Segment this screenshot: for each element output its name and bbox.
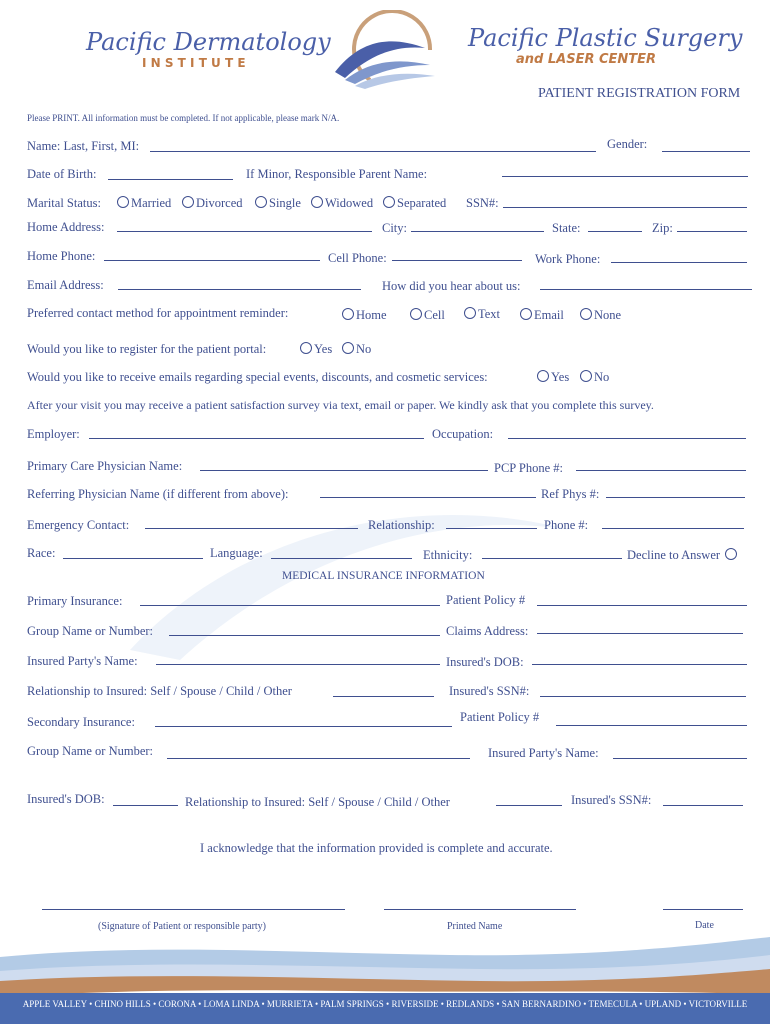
emails-question-label: Would you like to receive emails regarding special events, discounts, and cosmetic services:	[27, 370, 488, 384]
work-phone-label: Work Phone:	[535, 252, 601, 266]
zip-field[interactable]	[677, 231, 747, 232]
date-label: Date	[695, 920, 714, 931]
referring-field[interactable]	[320, 497, 536, 498]
marital-option-widowed[interactable]: Widowed	[311, 196, 373, 211]
radio-emails-no[interactable]	[580, 370, 592, 382]
marital-option-divorced[interactable]: Divorced	[182, 196, 243, 211]
contact-option-text[interactable]: Text	[464, 307, 500, 322]
race-field[interactable]	[63, 558, 203, 559]
minor-parent-label: If Minor, Responsible Parent Name:	[246, 167, 428, 181]
relationship-insured-1-field[interactable]	[333, 696, 434, 697]
logo-icon	[330, 10, 440, 90]
acknowledge-text: I acknowledge that the information provided is complete and accurate.	[200, 841, 553, 855]
insured-ssn-2-label: Insured's SSN#:	[571, 793, 652, 807]
insured-name-1-label: Insured Party's Name:	[27, 654, 138, 668]
radio-single[interactable]	[255, 196, 267, 208]
patient-policy-1-field[interactable]	[537, 605, 747, 606]
referring-label: Referring Physician Name (if different from above):	[27, 487, 289, 501]
pcp-name-label: Primary Care Physician Name:	[27, 459, 183, 473]
patient-policy-2-label: Patient Policy #	[460, 710, 540, 724]
radio-none[interactable]	[580, 308, 592, 320]
insured-name-2-field[interactable]	[613, 758, 747, 759]
patient-policy-1-label: Patient Policy #	[446, 593, 526, 607]
home-phone-field[interactable]	[104, 260, 320, 261]
radio-widowed[interactable]	[311, 196, 323, 208]
relationship-insured-2-field[interactable]	[496, 805, 562, 806]
employer-label: Employer:	[27, 427, 80, 441]
insured-dob-1-field[interactable]	[532, 664, 747, 665]
insured-dob-2-field[interactable]	[113, 805, 178, 806]
work-phone-field[interactable]	[611, 262, 747, 263]
emergency-label: Emergency Contact:	[27, 518, 130, 532]
brand-left-subtitle: I N S T I T U T E	[142, 56, 246, 70]
relationship-label: Relationship:	[368, 518, 435, 532]
signature-field[interactable]	[42, 909, 345, 910]
name-label: Name: Last, First, MI:	[27, 139, 140, 153]
secondary-insurance-label: Secondary Insurance:	[27, 715, 135, 729]
radio-married[interactable]	[117, 196, 129, 208]
insured-name-2-label: Insured Party's Name:	[488, 746, 599, 760]
city-field[interactable]	[411, 231, 544, 232]
contact-option-cell[interactable]: Cell	[410, 308, 445, 323]
group-2-label: Group Name or Number:	[27, 744, 154, 758]
ssn-label: SSN#:	[466, 196, 499, 210]
email-field[interactable]	[118, 289, 361, 290]
home-address-label: Home Address:	[27, 220, 105, 234]
email-label: Email Address:	[27, 278, 104, 292]
signature-label: (Signature of Patient or responsible party)	[98, 921, 267, 932]
secondary-insurance-field[interactable]	[155, 726, 452, 727]
contact-option-email[interactable]: Email	[520, 308, 564, 323]
radio-separated[interactable]	[383, 196, 395, 208]
contact-option-none[interactable]: None	[580, 308, 621, 323]
race-label: Race:	[27, 546, 56, 560]
radio-home[interactable]	[342, 308, 354, 320]
emails-no-option[interactable]: No	[580, 370, 609, 385]
brand-right-subtitle: and LASER CENTER	[516, 52, 657, 67]
primary-insurance-field[interactable]	[140, 605, 440, 606]
marital-option-separated[interactable]: Separated	[383, 196, 446, 211]
primary-insurance-label: Primary Insurance:	[27, 594, 123, 608]
printed-name-label: Printed Name	[447, 921, 503, 932]
ethnicity-label: Ethnicity:	[423, 548, 473, 562]
name-field[interactable]	[150, 151, 596, 152]
ref-phys-label: Ref Phys #:	[541, 487, 600, 501]
brand-right-title: Pacific Plastic Surgery	[468, 24, 743, 52]
pcp-name-field[interactable]	[200, 470, 488, 471]
ref-phys-field[interactable]	[606, 497, 745, 498]
hear-about-field[interactable]	[540, 289, 752, 290]
insured-ssn-1-field[interactable]	[540, 696, 746, 697]
portal-label: Would you like to register for the patient portal:	[27, 342, 267, 356]
cell-phone-field[interactable]	[392, 260, 522, 261]
relationship-insured-2-label: Relationship to Insured: Self / Spouse / Child / Other	[185, 795, 450, 809]
cell-phone-label: Cell Phone:	[328, 251, 387, 265]
form-title: PATIENT REGISTRATION FORM	[538, 86, 741, 101]
phone-field[interactable]	[602, 528, 744, 529]
portal-no-option[interactable]: No	[342, 342, 371, 357]
radio-text[interactable]	[464, 307, 476, 319]
zip-label: Zip:	[652, 221, 673, 235]
home-address-field[interactable]	[117, 231, 372, 232]
home-phone-label: Home Phone:	[27, 249, 96, 263]
footer-locations: APPLE VALLEY • CHINO HILLS • CORONA • LOMA LINDA • MURRIETA • PALM SPRINGS • RIVERSIDE • REDLANDS • SAN BERNARDINO • TEMECULA • UPLAND • VICTORVILLE	[22, 999, 748, 1009]
patient-policy-2-field[interactable]	[556, 725, 747, 726]
occupation-label: Occupation:	[432, 427, 494, 441]
claims-address-field[interactable]	[537, 633, 743, 634]
radio-email[interactable]	[520, 308, 532, 320]
radio-emails-yes[interactable]	[537, 370, 549, 382]
state-label: State:	[552, 221, 581, 235]
date-field[interactable]	[663, 909, 743, 910]
employer-field[interactable]	[89, 438, 424, 439]
group-1-label: Group Name or Number:	[27, 624, 154, 638]
radio-divorced[interactable]	[182, 196, 194, 208]
gender-label: Gender:	[607, 137, 648, 151]
insured-dob-1-label: Insured's DOB:	[446, 655, 524, 669]
state-field[interactable]	[588, 231, 642, 232]
claims-address-label: Claims Address:	[446, 624, 529, 638]
radio-cell[interactable]	[410, 308, 422, 320]
minor-parent-field[interactable]	[502, 176, 748, 177]
contact-option-home[interactable]: Home	[342, 308, 387, 323]
pcp-phone-label: PCP Phone #:	[494, 461, 564, 475]
footer-waves	[0, 935, 770, 1024]
insurance-heading: MEDICAL INSURANCE INFORMATION	[282, 570, 485, 582]
marital-status-label: Marital Status:	[27, 196, 101, 210]
decline-label[interactable]: Decline to Answer	[627, 548, 739, 563]
group-2-field[interactable]	[167, 758, 470, 759]
city-label: City:	[382, 221, 408, 235]
occupation-field[interactable]	[508, 438, 746, 439]
insured-ssn-1-label: Insured's SSN#:	[449, 684, 530, 698]
pcp-phone-field[interactable]	[576, 470, 746, 471]
relationship-field[interactable]	[446, 528, 537, 529]
gender-field[interactable]	[662, 151, 750, 152]
brand-left-title: Pacific Dermatology	[86, 28, 331, 56]
instructions: Please PRINT. All information must be completed. If not applicable, please mark N/A.	[27, 113, 340, 123]
ethnicity-field[interactable]	[482, 558, 622, 559]
survey-note: After your visit you may receive a patient satisfaction survey via text, email or paper. We kindly ask that you complete this survey.	[27, 398, 654, 412]
printed-name-field[interactable]	[384, 909, 576, 910]
marital-option-married[interactable]: Married	[117, 196, 171, 211]
preferred-contact-label: Preferred contact method for appointment reminder:	[27, 306, 289, 320]
insured-name-1-field[interactable]	[156, 664, 440, 665]
relationship-insured-1-label: Relationship to Insured: Self / Spouse / Child / Other	[27, 684, 292, 698]
marital-option-single[interactable]: Single	[255, 196, 301, 211]
radio-portal-no[interactable]	[342, 342, 354, 354]
hear-about-label: How did you hear about us:	[382, 279, 521, 293]
radio-decline[interactable]	[725, 548, 737, 560]
emergency-field[interactable]	[145, 528, 358, 529]
dob-label: Date of Birth:	[27, 167, 97, 181]
language-field[interactable]	[271, 558, 412, 559]
insured-dob-2-label: Insured's DOB:	[27, 792, 105, 806]
insured-ssn-2-field[interactable]	[663, 805, 743, 806]
dob-field[interactable]	[108, 179, 233, 180]
phone-label: Phone #:	[544, 518, 589, 532]
radio-portal-yes[interactable]	[300, 342, 312, 354]
language-label: Language:	[210, 546, 263, 560]
ssn-field[interactable]	[503, 207, 747, 208]
emails-yes-option[interactable]: Yes	[537, 370, 569, 385]
group-1-field[interactable]	[169, 635, 440, 636]
portal-yes-option[interactable]: Yes	[300, 342, 332, 357]
